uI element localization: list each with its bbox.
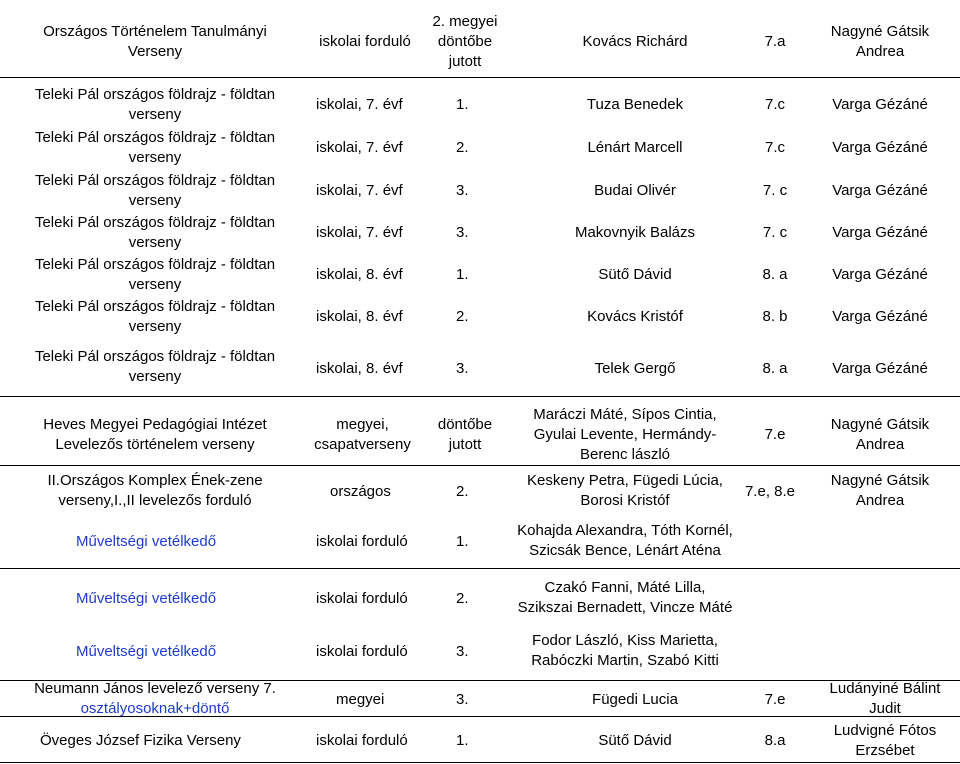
round-cell: iskolai forduló xyxy=(316,643,408,660)
result-cell: 3. xyxy=(456,182,469,199)
teacher-cell: Nagyné Gátsik Andrea xyxy=(830,472,930,509)
student-cell: Fodor László, Kiss Marietta, Rabóczki Martin, Szabó Kitti xyxy=(531,632,719,669)
result-cell: 2. xyxy=(456,590,469,607)
competition-cell: Neumann János levelező verseny 7. osztályosoknak+döntő xyxy=(34,680,276,717)
competition-cell: Műveltségi vetélkedő xyxy=(76,643,217,660)
student-cell: Kohajda Alexandra, Tóth Kornél, Szicsák Bence, Lénárt Aténa xyxy=(517,522,733,559)
result-cell: 3. xyxy=(456,643,469,660)
teacher-cell: Nagyné Gátsik Andrea xyxy=(830,416,930,453)
class-cell: 7. c xyxy=(762,224,788,241)
teacher-cell: Varga Gézáné xyxy=(832,308,928,325)
teacher-cell: Varga Gézáné xyxy=(832,182,928,199)
row-divider xyxy=(0,396,960,397)
round-cell: megyei xyxy=(336,691,385,708)
round-cell: iskolai, 8. évf xyxy=(316,308,403,325)
class-cell: 8. a xyxy=(762,360,788,377)
result-cell: 3. xyxy=(456,691,469,708)
teacher-cell: Varga Gézáné xyxy=(832,96,928,113)
result-cell: 3. xyxy=(456,360,469,377)
class-cell: 8. b xyxy=(762,308,788,325)
competition-cell: Teleki Pál országos földrajz - földtan verseny xyxy=(34,214,276,251)
class-cell: 8. a xyxy=(762,266,788,283)
round-cell: iskolai, 8. évf xyxy=(316,266,403,283)
result-cell: 2. xyxy=(456,483,469,500)
student-cell: Tuza Benedek xyxy=(586,96,684,113)
class-cell: 7.e xyxy=(764,426,786,443)
row-divider xyxy=(0,762,960,763)
class-cell: 7.e xyxy=(764,691,786,708)
result-cell: 2. xyxy=(456,139,469,156)
row-divider xyxy=(0,465,960,466)
competition-cell: Teleki Pál országos földrajz - földtan verseny xyxy=(34,256,276,293)
result-cell: 1. xyxy=(456,533,469,550)
round-cell: országos xyxy=(330,483,391,500)
competition-cell: Teleki Pál országos földrajz - földtan verseny xyxy=(34,86,276,123)
round-cell: iskolai forduló xyxy=(319,33,411,50)
student-cell: Budai Olivér xyxy=(594,182,676,199)
competition-cell: Öveges József Fizika Verseny xyxy=(40,732,241,749)
student-cell: Makovnyik Balázs xyxy=(574,224,696,241)
teacher-cell: Varga Gézáné xyxy=(832,266,928,283)
round-cell: iskolai forduló xyxy=(316,533,408,550)
student-cell: Lénárt Marcell xyxy=(587,139,683,156)
student-cell: Telek Gergő xyxy=(594,360,676,377)
student-cell: Sütő Dávid xyxy=(598,266,672,283)
student-cell: Sütő Dávid xyxy=(598,732,672,749)
competition-cell: Teleki Pál országos földrajz - földtan verseny xyxy=(34,129,276,166)
class-cell: 7.c xyxy=(764,139,785,156)
class-cell: 7. c xyxy=(762,182,788,199)
competition-cell: Országos Történelem Tanulmányi Verseny xyxy=(43,23,267,60)
round-cell: iskolai, 7. évf xyxy=(316,182,403,199)
round-cell: iskolai forduló xyxy=(316,732,408,749)
round-cell: megyei, csapatverseny xyxy=(314,416,411,453)
competition-cell: Heves Megyei Pedagógiai Intézet Levelezős történelem verseny xyxy=(43,416,267,453)
teacher-cell: Ludányiné Bálint Judit xyxy=(829,680,941,717)
competition-cell: Teleki Pál országos földrajz - földtan verseny xyxy=(34,348,276,385)
result-cell: 2. megyei döntőbe jutott xyxy=(432,13,498,70)
result-cell: 3. xyxy=(456,224,469,241)
student-cell: Czakó Fanni, Máté Lilla, Szikszai Bernadett, Vincze Máté xyxy=(517,579,733,616)
class-cell: 7.c xyxy=(764,96,785,113)
round-cell: iskolai, 8. évf xyxy=(316,360,403,377)
teacher-cell: Ludvigné Fótos Erzsébet xyxy=(833,722,937,759)
competition-cell: Műveltségi vetélkedő xyxy=(76,533,217,550)
class-cell: 8.a xyxy=(764,732,786,749)
result-cell: 1. xyxy=(456,732,469,749)
result-cell: 1. xyxy=(456,96,469,113)
result-cell: 1. xyxy=(456,266,469,283)
student-cell: Kovács Kristóf xyxy=(587,308,683,325)
teacher-cell: Varga Gézáné xyxy=(832,139,928,156)
student-cell: Fügedi Lucia xyxy=(592,691,678,708)
result-cell: döntőbe jutott xyxy=(437,416,493,453)
competition-cell: Teleki Pál országos földrajz - földtan verseny xyxy=(34,298,276,335)
competition-cell: Műveltségi vetélkedő xyxy=(76,590,217,607)
round-cell: iskolai, 7. évf xyxy=(316,96,403,113)
round-cell: iskolai forduló xyxy=(316,590,408,607)
competition-cell: II.Országos Komplex Ének-zene verseny,I.,II levelezős forduló xyxy=(47,472,263,509)
row-divider xyxy=(0,77,960,78)
round-cell: iskolai, 7. évf xyxy=(316,224,403,241)
round-cell: iskolai, 7. évf xyxy=(316,139,403,156)
competition-cell: Teleki Pál országos földrajz - földtan verseny xyxy=(34,172,276,209)
teacher-cell: Varga Gézáné xyxy=(832,360,928,377)
student-cell: Keskeny Petra, Fügedi Lúcia, Borosi Kristóf xyxy=(527,472,723,509)
result-cell: 2. xyxy=(456,308,469,325)
teacher-cell: Nagyné Gátsik Andrea xyxy=(830,23,930,60)
class-cell: 7.e, 8.e xyxy=(744,483,796,500)
class-cell: 7.a xyxy=(764,33,786,50)
row-divider xyxy=(0,568,960,569)
teacher-cell: Varga Gézáné xyxy=(832,224,928,241)
student-cell: Kovács Richárd xyxy=(582,33,688,50)
student-cell: Maráczi Máté, Sípos Cintia, Gyulai Levente, Hermándy- Berenc lászló xyxy=(533,406,717,463)
